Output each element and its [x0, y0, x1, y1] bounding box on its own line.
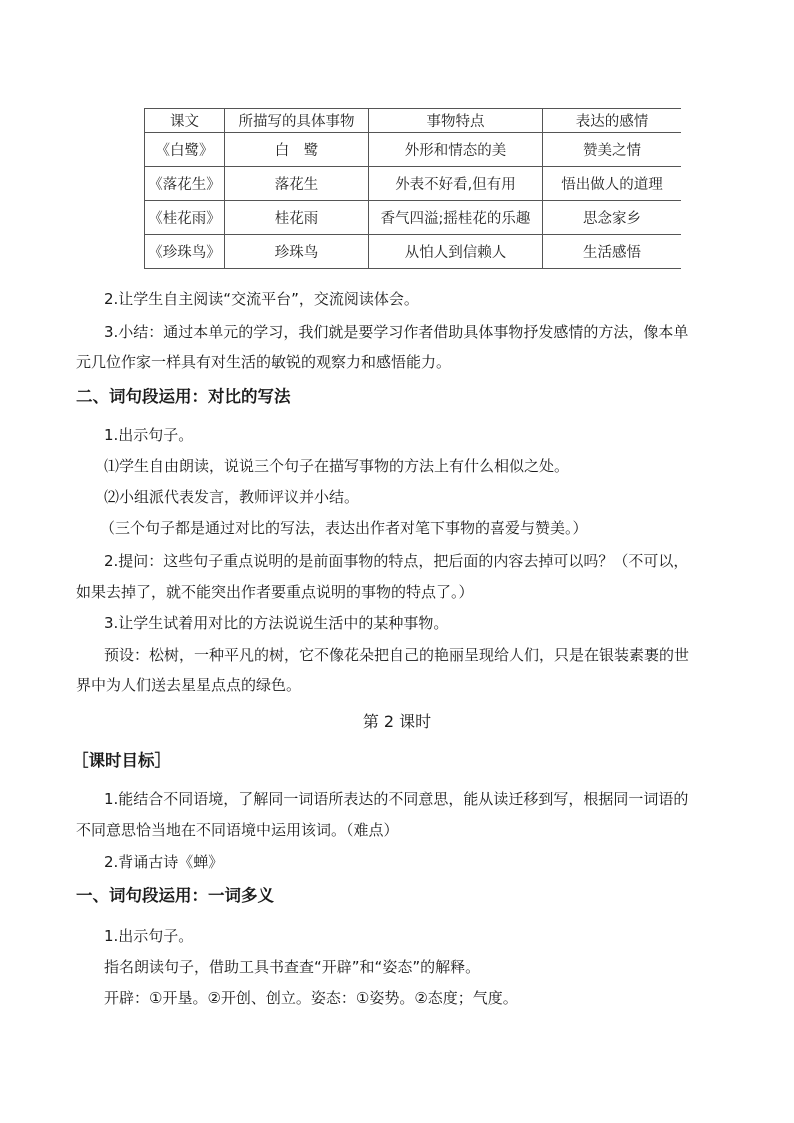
table-row	[145, 235, 682, 269]
table-header-cell: 课文	[145, 109, 225, 133]
goals-heading: ［课时目标］	[72, 751, 171, 770]
table-cell: 外形和情态的美	[369, 133, 543, 167]
table-row	[145, 167, 682, 201]
paragraph: 2.背诵古诗《蝉》	[104, 853, 224, 871]
table-cell: 生活感悟	[543, 235, 682, 269]
table-cell: 香气四溢;摇桂花的乐趣	[369, 201, 543, 235]
paragraph: 1.出示句子。	[104, 927, 194, 945]
paragraph: 1.出示句子。	[104, 426, 194, 444]
paragraph: 3.让学生试着用对比的方法说说生活中的某种事物。	[104, 614, 449, 632]
table-cell: 悟出做人的道理	[543, 167, 682, 201]
section-heading: 二、词句段运用：对比的写法	[76, 387, 291, 406]
lesson-summary-table	[144, 108, 681, 269]
table-cell: 《落花生》	[145, 167, 225, 201]
paragraph: 2.提问：这些句子重点说明的是前面事物的特点，把后面的内容去掉可以吗？（不可以，	[104, 552, 689, 570]
section-heading: 一、词句段运用：一词多义	[76, 886, 274, 905]
paragraph: 2.让学生自主阅读“交流平台”，交流阅读体会。	[104, 290, 419, 308]
table-header-cell: 所描写的具体事物	[225, 109, 369, 133]
table-cell: 《桂花雨》	[145, 201, 225, 235]
paragraph: ⑵小组派代表发言，教师评议并小结。	[104, 488, 360, 506]
table-row	[145, 201, 682, 235]
paragraph: 不同意思恰当地在不同语境中运用该词。（难点）	[76, 821, 399, 839]
table-cell: 思念家乡	[543, 201, 682, 235]
table-cell: 《珍珠鸟》	[145, 235, 225, 269]
paragraph: 界中为人们送去星星点点的绿色。	[76, 676, 302, 694]
paragraph: 元几位作家一样具有对生活的敏锐的观察力和感悟能力。	[76, 353, 452, 371]
paragraph: （三个句子都是通过对比的写法，表达出作者对笔下事物的喜爱与赞美。）	[100, 519, 588, 537]
paragraph: ⑴学生自由朗读，说说三个句子在描写事物的方法上有什么相似之处。	[104, 457, 570, 475]
table-cell: 从怕人到信赖人	[369, 235, 543, 269]
table-cell: 珍珠鸟	[225, 235, 369, 269]
paragraph: 3.小结：通过本单元的学习，我们就是要学习作者借助具体事物抒发感情的方法，像本单	[104, 323, 689, 341]
paragraph: 指名朗读句子，借助工具书查查“开辟”和“姿态”的解释。	[104, 958, 481, 976]
lesson-title: 第 2 课时	[362, 712, 432, 731]
table-row	[145, 133, 682, 167]
table-cell: 赞美之情	[543, 133, 682, 167]
table-cell: 白 鹭	[225, 133, 369, 167]
table-header-row	[145, 109, 682, 133]
paragraph: 开辟：①开垦。②开创、创立。姿态：①姿势。②态度；气度。	[104, 989, 518, 1007]
table-cell: 外表不好看,但有用	[369, 167, 543, 201]
paragraph: 预设：松树，一种平凡的树，它不像花朵把自己的艳丽呈现给人们，只是在银装素裹的世	[104, 646, 690, 664]
paragraph: 1.能结合不同语境，了解同一词语所表达的不同意思，能从读迁移到写，根据同一词语的	[104, 790, 689, 808]
table-header-cell: 表达的感情	[543, 109, 682, 133]
paragraph: 如果去掉了，就不能突出作者要重点说明的事物的特点了。）	[76, 583, 474, 601]
table-header-cell: 事物特点	[369, 109, 543, 133]
table-cell: 桂花雨	[225, 201, 369, 235]
table-cell: 《白鹭》	[145, 133, 225, 167]
table-cell: 落花生	[225, 167, 369, 201]
